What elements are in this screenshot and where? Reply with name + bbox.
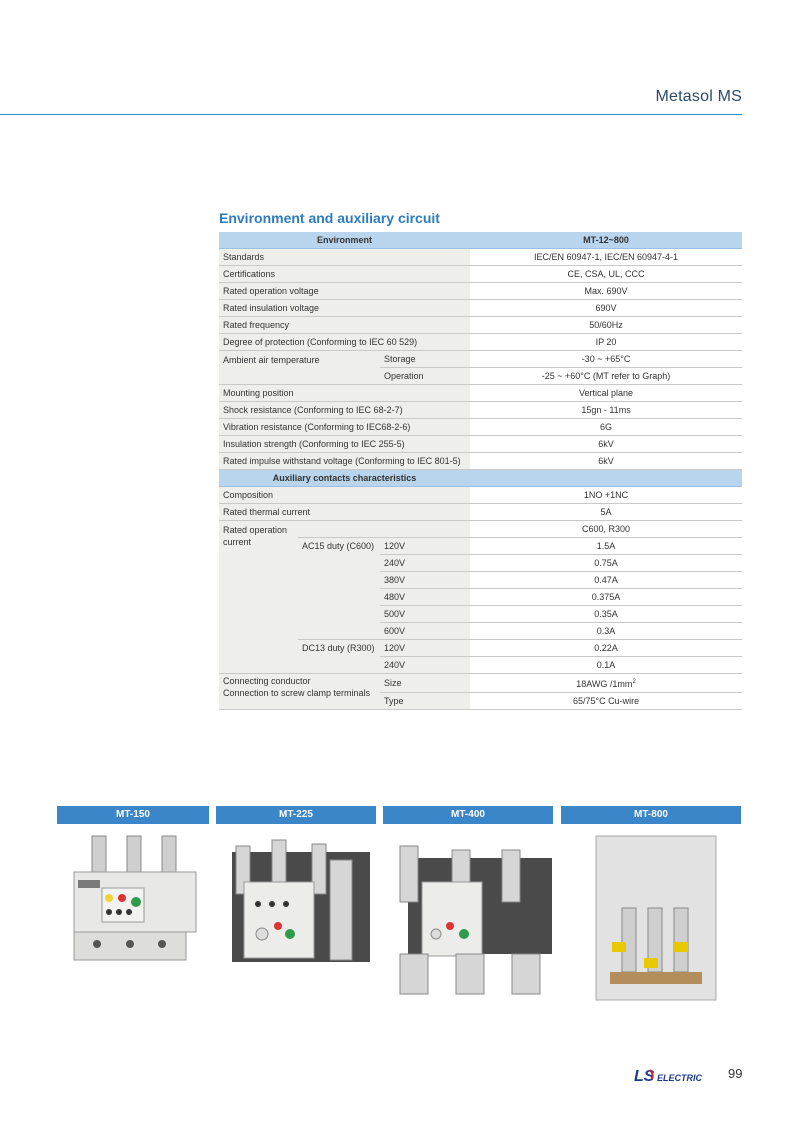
row-sublabel — [298, 521, 380, 538]
row-value: 1.5A — [470, 538, 742, 555]
row-value: 690V — [470, 300, 742, 317]
row-label: Rated impulse withstand voltage (Conforming to IEC 801-5) — [219, 453, 470, 470]
table-header-label: Environment — [219, 232, 470, 249]
row-value: 0.35A — [470, 606, 742, 623]
row-sublabel — [380, 521, 470, 538]
row-label: Vibration resistance (Conforming to IEC68-2-6) — [219, 419, 470, 436]
row-label: Rated frequency — [219, 317, 470, 334]
row-value: 1NO +1NC — [470, 487, 742, 504]
row-voltage: 240V — [380, 657, 470, 674]
rated-current-label-2: current — [223, 537, 252, 547]
row-sublabel: Operation — [380, 368, 470, 385]
row-value: Max. 690V — [470, 283, 742, 300]
row-value: 0.22A — [470, 640, 742, 657]
row-voltage: 380V — [380, 572, 470, 589]
mt225-product-image — [222, 830, 372, 970]
row-value: IEC/EN 60947-1, IEC/EN 60947-4-1 — [470, 249, 742, 266]
page-number: 99 — [728, 1066, 743, 1081]
row-value: 0.1A — [470, 657, 742, 674]
row-value: 15gn - 11ms — [470, 402, 742, 419]
row-value: C600, R300 — [470, 521, 742, 538]
row-voltage: 600V — [380, 623, 470, 640]
ac15-duty-label: AC15 duty (C600) — [298, 538, 380, 640]
table-row — [219, 317, 742, 334]
row-sublabel: Type — [380, 693, 470, 710]
table-header-label: Auxiliary contacts characteristics — [219, 470, 470, 487]
table-row — [219, 487, 742, 504]
table-row — [219, 640, 742, 657]
model-bar-mt225: MT-225 — [216, 806, 376, 824]
table-row — [219, 504, 742, 521]
row-value: IP 20 — [470, 334, 742, 351]
table-row — [219, 521, 742, 538]
row-value: 0.47A — [470, 572, 742, 589]
row-value: -30 ~ +65°C — [470, 351, 742, 368]
row-voltage: 240V — [380, 555, 470, 572]
rated-current-label-1: Rated operation — [223, 525, 288, 535]
table-row — [219, 538, 742, 555]
table-row — [219, 300, 742, 317]
table-header-environment — [219, 232, 742, 249]
row-voltage: 120V — [380, 640, 470, 657]
table-header-blank — [470, 470, 742, 487]
row-value: 6G — [470, 419, 742, 436]
mt150-product-image — [62, 830, 207, 970]
row-label: Ambient air temperature — [219, 351, 380, 385]
table-row — [219, 351, 742, 368]
model-bar-mt400: MT-400 — [383, 806, 553, 824]
row-value — [470, 674, 742, 693]
row-value: CE, CSA, UL, CCC — [470, 266, 742, 283]
size-superscript: 2 — [632, 679, 636, 685]
table-row — [219, 436, 742, 453]
connecting-label-1: Connecting conductor — [223, 676, 311, 686]
row-label: Rated insulation voltage — [219, 300, 470, 317]
table-row — [219, 249, 742, 266]
table-row — [219, 402, 742, 419]
row-label: Rated operation voltage — [219, 283, 470, 300]
row-value: 5A — [470, 504, 742, 521]
row-voltage: 120V — [380, 538, 470, 555]
ls-electric-logo — [634, 1066, 722, 1086]
row-sublabel: Storage — [380, 351, 470, 368]
model-bar-mt150: MT-150 — [57, 806, 209, 824]
row-label: Shock resistance (Conforming to IEC 68-2-7) — [219, 402, 470, 419]
row-sublabel: Size — [380, 674, 470, 693]
row-value: 0.375A — [470, 589, 742, 606]
connecting-label-2: Connection to screw clamp terminals — [223, 688, 371, 698]
row-voltage: 500V — [380, 606, 470, 623]
table-row — [219, 334, 742, 351]
table-row — [219, 385, 742, 402]
model-bar-mt800: MT-800 — [561, 806, 741, 824]
table-header-auxiliary — [219, 470, 742, 487]
logo-ls-text: LS — [634, 1068, 655, 1085]
row-value: 50/60Hz — [470, 317, 742, 334]
row-label: Composition — [219, 487, 470, 504]
row-label: Insulation strength (Conforming to IEC 255-5) — [219, 436, 470, 453]
table-row — [219, 453, 742, 470]
section-title: Environment and auxiliary circuit — [219, 210, 440, 226]
row-label: Certifications — [219, 266, 470, 283]
logo-electric-text: ELECTRIC — [657, 1073, 702, 1083]
table-header-model: MT-12~800 — [470, 232, 742, 249]
row-label: Rated thermal current — [219, 504, 470, 521]
table-row — [219, 419, 742, 436]
row-value: Vertical plane — [470, 385, 742, 402]
row-value: 6kV — [470, 453, 742, 470]
row-value: -25 ~ +60°C (MT refer to Graph) — [470, 368, 742, 385]
table-row — [219, 283, 742, 300]
header-rule — [0, 114, 742, 115]
page-header-title: Metasol MS — [655, 88, 742, 105]
mt800-product-image — [592, 830, 722, 1002]
table-row — [219, 266, 742, 283]
spec-table — [219, 232, 742, 710]
mt400-product-image — [394, 830, 554, 1000]
row-value: 0.3A — [470, 623, 742, 640]
row-value: 65/75°C Cu-wire — [470, 693, 742, 710]
table-row — [219, 674, 742, 693]
size-value: 18AWG /1mm — [576, 679, 633, 689]
row-value: 0.75A — [470, 555, 742, 572]
row-label — [219, 674, 380, 710]
row-value: 6kV — [470, 436, 742, 453]
row-label: Standards — [219, 249, 470, 266]
row-label: Mounting position — [219, 385, 470, 402]
row-label: Degree of protection (Conforming to IEC 60 529) — [219, 334, 470, 351]
dc13-duty-label: DC13 duty (R300) — [298, 640, 380, 674]
row-voltage: 480V — [380, 589, 470, 606]
row-label — [219, 521, 298, 674]
